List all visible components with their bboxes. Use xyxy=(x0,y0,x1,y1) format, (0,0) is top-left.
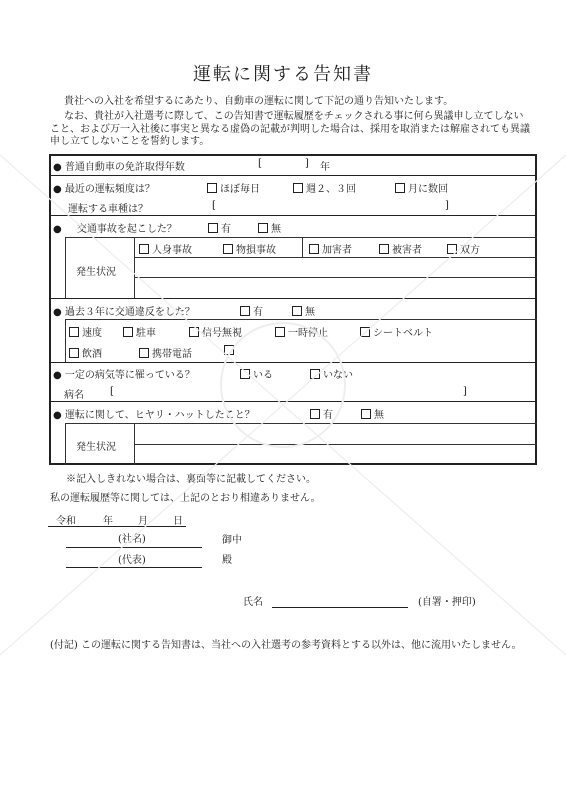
footnote: (付記) この運転に関する告知書は、当社への入社選考の参考資料とする以外は、他に流用いたしません。 xyxy=(50,640,522,651)
nearmiss-label: 運転に関して、ヒヤリ・ハットしたこと？ xyxy=(64,410,255,421)
option-label: 一時停止 xyxy=(288,328,328,339)
accident-situation-label: 発生状況 xyxy=(76,267,116,278)
signature-suffix: (自署・押印) xyxy=(418,597,476,608)
representative-label: (代表) xyxy=(118,555,146,566)
option-label: 有 xyxy=(323,410,333,421)
option-label: 双方 xyxy=(460,245,480,256)
illness-bracket-open: [ xyxy=(110,386,114,397)
date-year: 年 xyxy=(103,516,113,527)
illness-label: 一定の病気等に罹っている？ xyxy=(64,370,195,381)
document-title: 運転に関する告知書 xyxy=(193,64,373,85)
company-suffix: 御中 xyxy=(222,535,242,546)
option-label: ほぼ毎日 xyxy=(220,184,260,195)
signature-label: 氏名 xyxy=(243,597,263,608)
date-day: 日 xyxy=(173,516,183,527)
bullet-icon: ● xyxy=(53,370,62,381)
option-label: 物損事故 xyxy=(236,245,276,256)
vehicle-label: 運転する車種は？ xyxy=(68,204,148,215)
option-label: 無 xyxy=(271,224,281,235)
option-label: 携帯電話 xyxy=(152,349,192,360)
option-label: 有 xyxy=(253,307,263,318)
overflow-note: ※記入しきれない場合は、裏面等に記載してください。 xyxy=(66,474,316,485)
option-label: 信号無視 xyxy=(202,328,242,339)
option-label: 無 xyxy=(305,307,315,318)
vehicle-bracket-close: ] xyxy=(445,200,449,211)
option-label: いる xyxy=(253,370,273,381)
bullet-icon: ● xyxy=(53,184,62,195)
violation-label: 過去３年に交通違反をした？ xyxy=(64,307,195,318)
intro-paragraph: 貴社への入社を希望するにあたり、自動車の運転に関して下記の通り告知いたします。 xyxy=(64,96,454,107)
option-label: 月に数回 xyxy=(408,184,448,195)
accident-label: 交通事故を起こした？ xyxy=(76,224,177,235)
option-label: シートベルト xyxy=(373,328,433,339)
bullet-icon: ● xyxy=(53,162,62,173)
option-label: 有 xyxy=(221,224,231,235)
declaration-text: 私の運転履歴等に関しては、上記のとおり相違ありません。 xyxy=(50,493,321,504)
illness-name-label: 病名 xyxy=(64,390,84,401)
option-label: 速度 xyxy=(82,328,102,339)
bullet-icon: ● xyxy=(53,224,62,235)
company-label: (社名) xyxy=(118,534,146,545)
nearmiss-situation-label: 発生状況 xyxy=(76,442,116,453)
option-label: 加害者 xyxy=(322,245,352,256)
vehicle-bracket-open: [ xyxy=(212,200,216,211)
license-unit: 年 xyxy=(320,162,330,173)
license-bracket-close: ] xyxy=(305,158,309,169)
license-label: 普通自動車の免許取得年数 xyxy=(64,162,185,173)
frequency-label: 最近の運転頻度は？ xyxy=(64,184,155,195)
option-label: 無 xyxy=(374,410,384,421)
license-bracket-open: [ xyxy=(258,158,262,169)
option-label: いない xyxy=(323,370,353,381)
option-label: 被害者 xyxy=(392,245,422,256)
representative-suffix: 殿 xyxy=(222,555,232,566)
bullet-icon: ● xyxy=(53,307,62,318)
pledge-paragraph: なお、貴社が入社選考に際して、この告知書で運転履歴をチェックされる事に何ら異議申し立てしないこと、および万一入社後に事実と異なる虚偽の記載が判明した場合は、採用を取消または解雇されても異議申し立てしないことを誓約します。 xyxy=(50,111,530,147)
option-label: 人身事故 xyxy=(152,245,192,256)
date-era: 令和 xyxy=(56,516,76,527)
bullet-icon: ● xyxy=(53,410,62,421)
date-month: 月 xyxy=(138,516,148,527)
option-label: 駐車 xyxy=(136,328,156,339)
illness-bracket-close: ] xyxy=(463,386,467,397)
option-label: 週２、３回 xyxy=(306,184,356,195)
option-label: 飲酒 xyxy=(82,349,102,360)
